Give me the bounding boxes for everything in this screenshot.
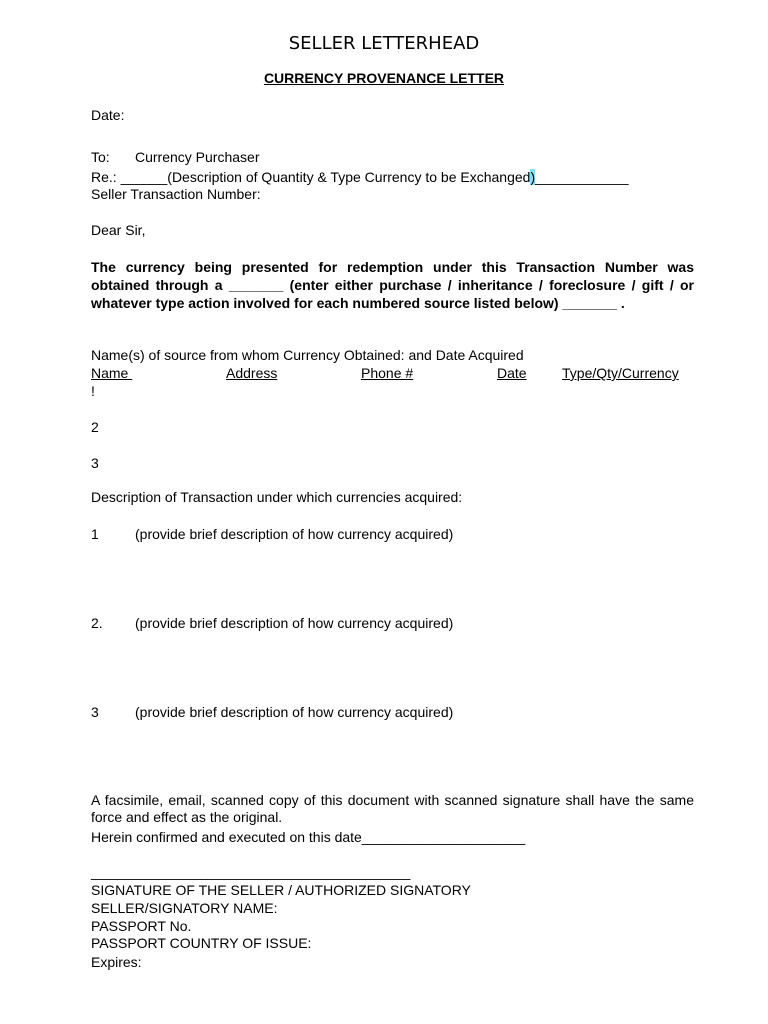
source-number: 3 <box>91 455 99 471</box>
source-number: 2 <box>91 419 99 435</box>
source-number: ! <box>91 383 95 399</box>
signature-label: SIGNATURE OF THE SELLER / AUTHORIZED SIGNATORY <box>91 882 471 898</box>
salutation: Dear Sir, <box>91 222 146 238</box>
description-text: (provide brief description of how currency acquired) <box>135 526 454 542</box>
expires-label: Expires: <box>91 954 142 970</box>
passport-country-label: PASSPORT COUNTRY OF ISSUE: <box>91 935 312 951</box>
sources-heading: Name(s) of source from whom Currency Obtained: and Date Acquired <box>91 347 524 363</box>
document-title: CURRENCY PROVENANCE LETTER <box>263 70 505 86</box>
redemption-paragraph: The currency being presented for redemption under this Transaction Number was obtained through a _______ (enter either purchase / inheritance / foreclosure / gift / or whatever type action involved for each numbered source listed below) _______ . <box>91 259 694 311</box>
to-value: Currency Purchaser <box>135 149 260 165</box>
description-number: 1 <box>91 526 99 542</box>
facsimile-paragraph: A facsimile, email, scanned copy of this document with scanned signature shall have the same force and effect as the original. <box>91 792 694 825</box>
executed-date-line: Herein confirmed and executed on this date_____________________ <box>91 829 526 845</box>
signatory-name-label: SELLER/SIGNATORY NAME: <box>91 900 278 916</box>
passport-number-label: PASSPORT No. <box>91 918 192 934</box>
column-header-phone: Phone # <box>361 365 414 381</box>
re-line <box>91 169 629 186</box>
transaction-heading: Description of Transaction under which currencies acquired: <box>91 489 463 505</box>
description-number: 3 <box>91 704 99 720</box>
to-label: To: <box>91 149 110 165</box>
description-text: (provide brief description of how currency acquired) <box>135 704 454 720</box>
letterhead-title: SELLER LETTERHEAD <box>288 33 480 54</box>
seller-transaction-number-label: Seller Transaction Number: <box>91 186 261 202</box>
column-header-address: Address <box>226 365 278 381</box>
signature-line: _________________________________________ <box>91 864 411 880</box>
column-header-date: Date <box>497 365 527 381</box>
re-text: Re.: ______(Description of Quantity & Type Currency to be Exchanged <box>91 169 531 185</box>
description-number: 2. <box>91 615 103 631</box>
column-header-name: Name <box>91 365 133 381</box>
re-blank: ____________ <box>535 169 629 185</box>
highlighted-paren: ) <box>530 169 536 185</box>
column-header-type-qty-currency: Type/Qty/Currency <box>562 365 679 381</box>
description-text: (provide brief description of how currency acquired) <box>135 615 454 631</box>
date-label: Date: <box>91 107 125 123</box>
